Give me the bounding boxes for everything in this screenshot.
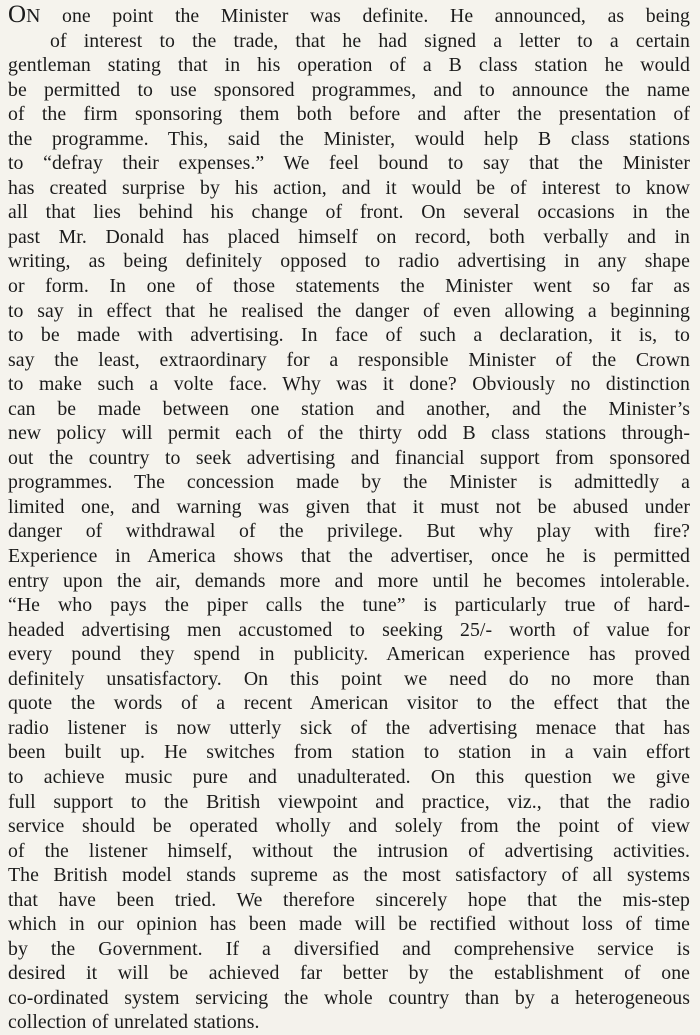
article-line: has created surprise by his action, and it would be of interest to know: [8, 176, 690, 199]
article-line: writing, as being definitely opposed to radio advertising in any shape: [8, 250, 690, 273]
article-line: by the Government. If a diversified and comprehensive service is: [8, 937, 690, 960]
article-line: quote the words of a recent American visitor to the effect that the: [8, 692, 690, 715]
article-line: desired it will be achieved far better by the establishment of one: [8, 962, 690, 985]
article-line: of interest to the trade, that he had signed a letter to a certain: [50, 29, 690, 52]
article-line: been built up. He switches from station to station in a vain effort: [8, 741, 690, 764]
article-line: to say in effect that he realised the danger of even allowing a beginning: [8, 299, 690, 322]
article-line: programmes. The concession made by the Minister is admittedly a: [8, 471, 690, 494]
article-line: Experience in America shows that the advertiser, once he is permitted: [8, 545, 690, 568]
article-line: of the firm sponsoring them both before and after the presentation of: [8, 103, 690, 126]
article-line: of the listener himself, without the intrusion of advertising activities.: [8, 839, 690, 862]
article-line: say the least, extraordinary for a responsible Minister of the Crown: [8, 348, 690, 371]
article-line: be permitted to use sponsored programmes, and to announce the name: [8, 78, 690, 101]
article-line: limited one, and warning was given that it must not be abused under: [8, 495, 690, 518]
article-line: all that lies behind his change of front. On several occasions in the: [8, 201, 690, 224]
article-body: [8, 1, 690, 1035]
article-line: co-ordinated system servicing the whole country than by a heterogeneous: [8, 986, 690, 1009]
article-line: or form. In one of those statements the Minister went so far as: [8, 275, 690, 298]
article-line: full support to the British viewpoint and practice, viz., that the radio: [8, 790, 690, 813]
article-line: headed advertising men accustomed to seeking 25/- worth of value for: [8, 618, 690, 641]
article-line: which in our opinion has been made will be rectified without loss of time: [8, 913, 690, 936]
article-line: gentleman stating that in his operation of a B class station he would: [8, 54, 690, 77]
article-line: service should be operated wholly and solely from the point of view: [8, 815, 690, 838]
article-line: out the country to seek advertising and financial support from sponsored: [8, 446, 690, 469]
article-line: to achieve music pure and unadulterated. On this question we give: [8, 765, 690, 788]
article-line: definitely unsatisfactory. On this point we need do no more than: [8, 667, 690, 690]
drop-cap: O: [8, 1, 27, 28]
article-line: the programme. This, said the Minister, would help B class stations: [8, 127, 690, 150]
article-line: [8, 1, 690, 29]
article-line: to “defray their expenses.” We feel bound to say that the Minister: [8, 152, 690, 175]
article-line-text: N one point the Minister was definite. He announced, as being: [26, 5, 690, 27]
article-line: that have been tried. We therefore sincerely hope that the mis-step: [8, 888, 690, 911]
article-line: can be made between one station and another, and the Minister’s: [8, 397, 690, 420]
article-line: entry upon the air, demands more and more until he becomes intolerable.: [8, 569, 690, 592]
article-line: to be made with advertising. In face of such a declaration, it is, to: [8, 324, 690, 347]
article-line: collection of unrelated stations.: [8, 1011, 260, 1034]
article-line: to make such a volte face. Why was it done? Obviously no distinction: [8, 373, 690, 396]
article-line: new policy will permit each of the thirty odd B class stations through-: [8, 422, 690, 445]
article-line: “He who pays the piper calls the tune” is particularly true of hard-: [8, 594, 690, 617]
article-line: past Mr. Donald has placed himself on record, both verbally and in: [8, 225, 690, 248]
article-line: The British model stands supreme as the most satisfactory of all systems: [8, 864, 690, 887]
article-line: radio listener is now utterly sick of the advertising menace that has: [8, 716, 690, 739]
article-line: danger of withdrawal of the privilege. But why play with fire?: [8, 520, 690, 543]
article-line: every pound they spend in publicity. American experience has proved: [8, 643, 690, 666]
